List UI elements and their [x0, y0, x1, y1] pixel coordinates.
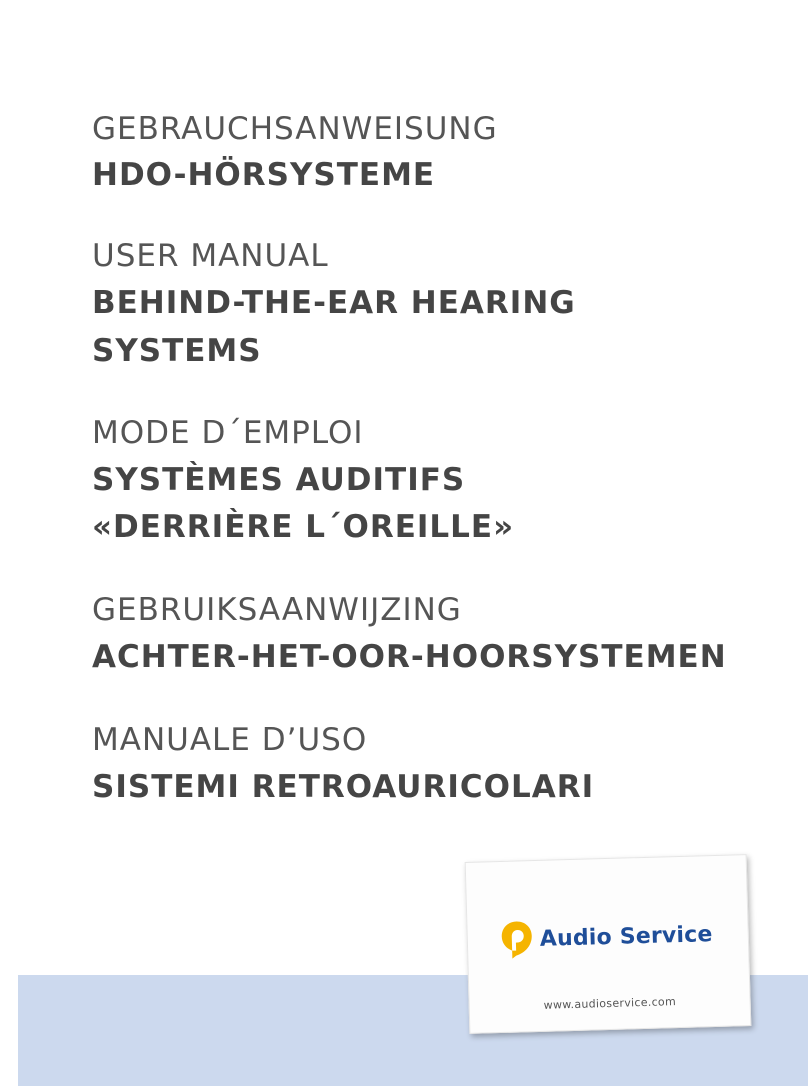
title-fr: MODE D´EMPLOI — [92, 415, 364, 451]
title-it: MANUALE D’USO — [92, 722, 368, 758]
subtitle-de-line-1: HDO-HÖRSYSTEME — [92, 157, 436, 193]
subtitle-en-line-1: BEHIND-THE-EAR HEARING — [92, 285, 576, 321]
subtitle-fr-line-2: «DERRIÈRE L´OREILLE» — [92, 509, 515, 545]
subtitle-en-line-2: SYSTEMS — [92, 333, 262, 369]
subtitle-it-line-1: SISTEMI RETROAURICOLARI — [92, 769, 595, 805]
subtitle-fr-line-1: SYSTÈMES AUDITIFS — [92, 462, 466, 498]
audio-service-logo-icon — [499, 919, 534, 960]
title-en: USER MANUAL — [92, 238, 329, 274]
subtitle-nl-line-1: ACHTER-HET-OOR-HOORSYSTEMEN — [92, 639, 727, 675]
website-url: www.audioservice.com — [543, 995, 677, 1012]
brand-logo — [499, 914, 713, 960]
title-nl: GEBRUIKSAANWIJZING — [92, 592, 462, 628]
brand-card — [465, 854, 752, 1034]
brand-name: Audio Service — [539, 921, 713, 952]
title-de: GEBRAUCHSANWEISUNG — [92, 111, 498, 147]
